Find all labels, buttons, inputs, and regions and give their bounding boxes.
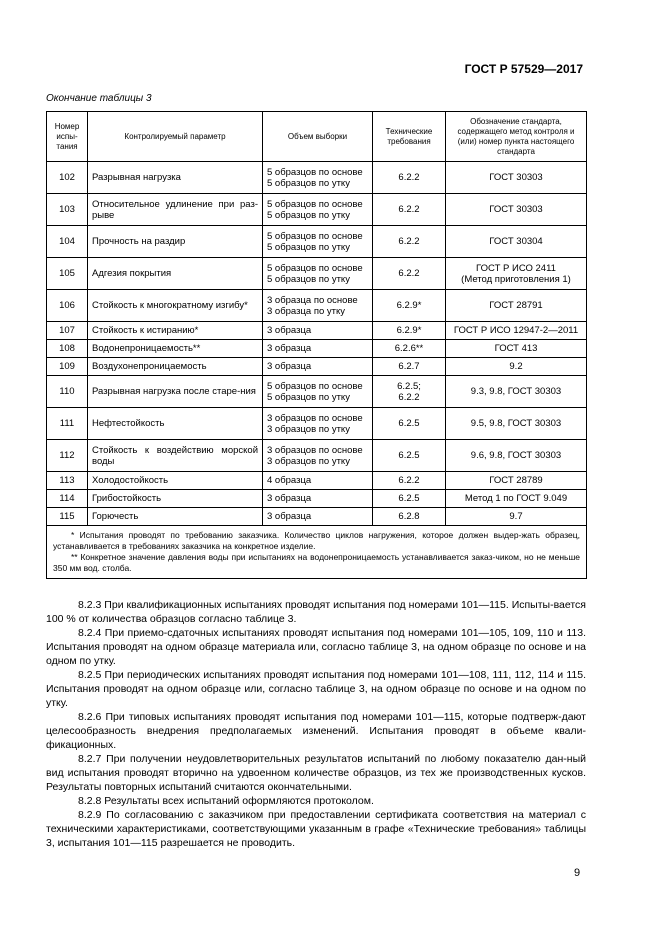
cell-parameter: Нефтестойкость — [88, 408, 263, 440]
paragraph-8-2-8: 8.2.8 Результаты всех испытаний оформляются протоколом. — [78, 795, 374, 807]
cell-technical-requirements-line: 6.2.2 — [398, 268, 420, 279]
table-row — [47, 290, 587, 322]
footnote-double-star: ** Конкретное значение давления воды при испытаниях на водонепроницаемость устанавливается заказ-чиком, но не меньше 350 мм вод. столба. — [53, 552, 580, 573]
page-number: 9 — [574, 867, 581, 879]
cell-standard-line: (Метод приготовления 1) — [461, 273, 571, 285]
cell-sample-size — [263, 440, 373, 472]
header-standard: Обозначение стандарта, содержащего метод контроля и (или) номер пункта настоящего стандарта — [446, 112, 587, 162]
table-row — [47, 376, 587, 408]
cell-standard — [446, 162, 587, 194]
cell-parameter: Стойкость к воздействию морской воды — [88, 440, 263, 472]
cell-sample-size-line: 3 образца — [267, 343, 312, 354]
cell-parameter: Стойкость к истиранию* — [88, 322, 263, 340]
cell-standard-line: 9.5, 9.8, ГОСТ 30303 — [470, 418, 562, 429]
table-caption: Окончание таблицы 3 — [46, 93, 152, 104]
cell-technical-requirements — [373, 162, 446, 194]
cell-standard — [446, 440, 587, 472]
table-footnotes — [47, 526, 587, 579]
section-text — [46, 598, 586, 850]
cell-sample-size-line: 5 образцов по основе — [267, 166, 363, 178]
cell-technical-requirements-line: 6.2.5 — [398, 450, 420, 461]
cell-standard — [446, 508, 587, 526]
cell-standard — [446, 490, 587, 508]
table-row — [47, 440, 587, 472]
cell-parameter: Холодостойкость — [88, 472, 263, 490]
cell-test-number: 107 — [47, 322, 88, 340]
cell-standard-line: ГОСТ Р ИСО 2411 — [476, 262, 556, 274]
paragraph-8-2-6: 8.2.6 При типовых испытаниях проводят испытания под номерами 101—115, которые подтверж-дают целесообразность внедрения предполагаемых изменений. Испытания проводят в объеме квали-фикационных. — [46, 711, 586, 751]
cell-standard-line: ГОСТ 413 — [494, 343, 538, 354]
test-table — [46, 111, 587, 579]
cell-parameter: Горючесть — [88, 508, 263, 526]
cell-sample-size — [263, 358, 373, 376]
cell-technical-requirements — [373, 508, 446, 526]
cell-technical-requirements — [373, 408, 446, 440]
cell-standard — [446, 358, 587, 376]
cell-standard — [446, 194, 587, 226]
paragraph-8-2-4: 8.2.4 При приемо-сдаточных испытаниях проводят испытания под номерами 101—105, 109, 110 и 113. Испытания проводят на одном образце материала или, согласно таблице 3, на одном образце по основе и на одном по утку. — [46, 627, 586, 667]
table-row — [47, 490, 587, 508]
cell-technical-requirements — [373, 440, 446, 472]
cell-technical-requirements-line: 6.2.6** — [394, 343, 424, 354]
table-row — [47, 226, 587, 258]
cell-standard — [446, 226, 587, 258]
cell-sample-size — [263, 290, 373, 322]
header-parameter: Контролируемый параметр — [88, 112, 263, 162]
paragraph-8-2-5: 8.2.5 При периодических испытаниях проводят испытания под номерами 101—108, 111, 112, 114 и 115. Испытания проводят на одном образце или, согласно таблице 3, на одном образце по основе и на одном по утку. — [46, 669, 586, 709]
cell-technical-requirements-line: 6.2.2 — [398, 391, 420, 403]
cell-standard — [446, 408, 587, 440]
cell-sample-size — [263, 490, 373, 508]
cell-standard — [446, 340, 587, 358]
cell-sample-size-line: 3 образца по утку — [267, 305, 346, 317]
cell-test-number: 112 — [47, 440, 88, 472]
cell-test-number: 106 — [47, 290, 88, 322]
cell-technical-requirements — [373, 258, 446, 290]
cell-test-number: 104 — [47, 226, 88, 258]
cell-sample-size-line: 5 образцов по основе — [267, 380, 363, 392]
cell-technical-requirements-line: 6.2.2 — [398, 172, 420, 183]
table-row — [47, 322, 587, 340]
cell-test-number: 102 — [47, 162, 88, 194]
cell-standard-line: ГОСТ 30303 — [489, 204, 543, 215]
cell-test-number: 115 — [47, 508, 88, 526]
cell-technical-requirements — [373, 358, 446, 376]
cell-test-number: 103 — [47, 194, 88, 226]
cell-test-number: 109 — [47, 358, 88, 376]
cell-standard-line: 9.7 — [509, 511, 523, 522]
cell-parameter: Разрывная нагрузка после старе-ния — [88, 376, 263, 408]
header-technical-requirements: Технические требования — [373, 112, 446, 162]
cell-sample-size-line: 3 образцов по утку — [267, 423, 350, 435]
cell-technical-requirements-line: 6.2.8 — [398, 511, 420, 522]
cell-parameter: Разрывная нагрузка — [88, 162, 263, 194]
cell-technical-requirements — [373, 290, 446, 322]
cell-technical-requirements-line: 6.2.5; — [397, 380, 421, 392]
cell-sample-size-line: 3 образца — [267, 325, 312, 336]
cell-sample-size — [263, 376, 373, 408]
cell-technical-requirements — [373, 322, 446, 340]
cell-sample-size-line: 3 образца по основе — [267, 294, 358, 306]
paragraph-8-2-3: 8.2.3 При квалификационных испытаниях проводят испытания под номерами 101—115. Испыты-вается 100 % от количества образцов согласно таблице 3. — [46, 599, 586, 625]
table-row — [47, 194, 587, 226]
cell-parameter: Адгезия покрытия — [88, 258, 263, 290]
cell-parameter: Воздухонепроницаемость — [88, 358, 263, 376]
cell-parameter: Грибостойкость — [88, 490, 263, 508]
cell-sample-size-line: 5 образцов по утку — [267, 177, 350, 189]
cell-technical-requirements-line: 6.2.5 — [398, 418, 420, 429]
cell-standard-line: ГОСТ Р ИСО 12947-2—2011 — [453, 325, 579, 336]
cell-standard-line: ГОСТ 28791 — [489, 300, 543, 311]
standard-designation: ГОСТ Р 57529—2017 — [464, 62, 583, 76]
cell-sample-size-line: 5 образцов по основе — [267, 230, 363, 242]
cell-standard-line: Метод 1 по ГОСТ 9.049 — [464, 493, 568, 504]
cell-sample-size — [263, 194, 373, 226]
footnote-row — [47, 526, 587, 579]
footnote-single-star: * Испытания проводят по требованию заказчика. Количество циклов нагружения, которое должен выдер-жать образец, устанавливается в требованиях заказчика на конкретное изделие. — [53, 530, 580, 551]
cell-technical-requirements-line: 6.2.7 — [398, 361, 420, 372]
table-row — [47, 472, 587, 490]
cell-parameter: Стойкость к многократному изгибу* — [88, 290, 263, 322]
cell-sample-size — [263, 472, 373, 490]
cell-sample-size-line: 3 образцов по утку — [267, 455, 350, 467]
cell-sample-size-line: 4 образца — [267, 475, 312, 486]
cell-sample-size-line: 5 образцов по утку — [267, 273, 350, 285]
cell-standard — [446, 376, 587, 408]
cell-standard-line: ГОСТ 30304 — [489, 236, 543, 247]
cell-technical-requirements — [373, 340, 446, 358]
cell-technical-requirements-line: 6.2.2 — [398, 204, 420, 215]
cell-standard — [446, 322, 587, 340]
cell-standard-line: ГОСТ 28789 — [489, 475, 543, 486]
cell-standard-line: ГОСТ 30303 — [489, 172, 543, 183]
cell-test-number: 114 — [47, 490, 88, 508]
cell-sample-size-line: 5 образцов по основе — [267, 262, 363, 274]
cell-test-number: 111 — [47, 408, 88, 440]
cell-sample-size — [263, 258, 373, 290]
cell-sample-size-line: 5 образцов по утку — [267, 209, 350, 221]
cell-sample-size — [263, 162, 373, 194]
cell-sample-size-line: 3 образца — [267, 361, 312, 372]
cell-technical-requirements — [373, 226, 446, 258]
table-row — [47, 258, 587, 290]
cell-sample-size-line: 3 образцов по основе — [267, 444, 363, 456]
header-sample-size: Объем выборки — [263, 112, 373, 162]
cell-test-number: 110 — [47, 376, 88, 408]
cell-technical-requirements — [373, 376, 446, 408]
cell-test-number: 113 — [47, 472, 88, 490]
cell-sample-size-line: 3 образца — [267, 493, 312, 504]
cell-technical-requirements-line: 6.2.2 — [398, 475, 420, 486]
cell-standard-line: 9.6, 9.8, ГОСТ 30303 — [470, 450, 562, 461]
cell-technical-requirements — [373, 490, 446, 508]
cell-technical-requirements-line: 6.2.2 — [398, 236, 420, 247]
paragraph-8-2-7: 8.2.7 При получении неудовлетворительных результатов испытаний по любому показателю дан-ный вид испытания проводят вторично на удвоенном количестве образцов, из тех же производственных кусков. Результаты повторных испытаний считаются окончательными. — [46, 753, 586, 793]
cell-sample-size — [263, 226, 373, 258]
table-row — [47, 358, 587, 376]
cell-standard-line: 9.2 — [509, 361, 523, 372]
cell-standard — [446, 472, 587, 490]
cell-technical-requirements-line: 6.2.9* — [396, 300, 422, 311]
cell-parameter: Относительное удлинение при раз-рыве — [88, 194, 263, 226]
table-row — [47, 340, 587, 358]
table-row — [47, 508, 587, 526]
cell-standard — [446, 258, 587, 290]
table-row — [47, 162, 587, 194]
table-header-row — [47, 112, 587, 162]
cell-sample-size — [263, 322, 373, 340]
cell-technical-requirements-line: 6.2.9* — [396, 325, 422, 336]
cell-sample-size-line: 3 образца — [267, 511, 312, 522]
cell-standard-line: 9.3, 9.8, ГОСТ 30303 — [470, 386, 562, 397]
table-body — [47, 162, 587, 526]
paragraph-8-2-9: 8.2.9 По согласованию с заказчиком при предоставлении сертификата соответствия на материал с техническими характеристиками, соответствующими указанным в графе «Технические требования» таблицы 3, испытания 101—115 разрешается не проводить. — [46, 809, 586, 849]
header-test-number: Номер испы-тания — [47, 112, 88, 162]
cell-parameter: Водонепроницаемость** — [88, 340, 263, 358]
cell-standard — [446, 290, 587, 322]
cell-parameter: Прочность на раздир — [88, 226, 263, 258]
cell-sample-size-line: 3 образцов по основе — [267, 412, 363, 424]
cell-technical-requirements — [373, 472, 446, 490]
cell-sample-size — [263, 508, 373, 526]
cell-technical-requirements — [373, 194, 446, 226]
cell-sample-size — [263, 408, 373, 440]
cell-technical-requirements-line: 6.2.5 — [398, 493, 420, 504]
cell-test-number: 108 — [47, 340, 88, 358]
cell-sample-size-line: 5 образцов по утку — [267, 241, 350, 253]
cell-sample-size-line: 5 образцов по основе — [267, 198, 363, 210]
table-row — [47, 408, 587, 440]
cell-test-number: 105 — [47, 258, 88, 290]
cell-sample-size-line: 5 образцов по утку — [267, 391, 350, 403]
cell-sample-size — [263, 340, 373, 358]
